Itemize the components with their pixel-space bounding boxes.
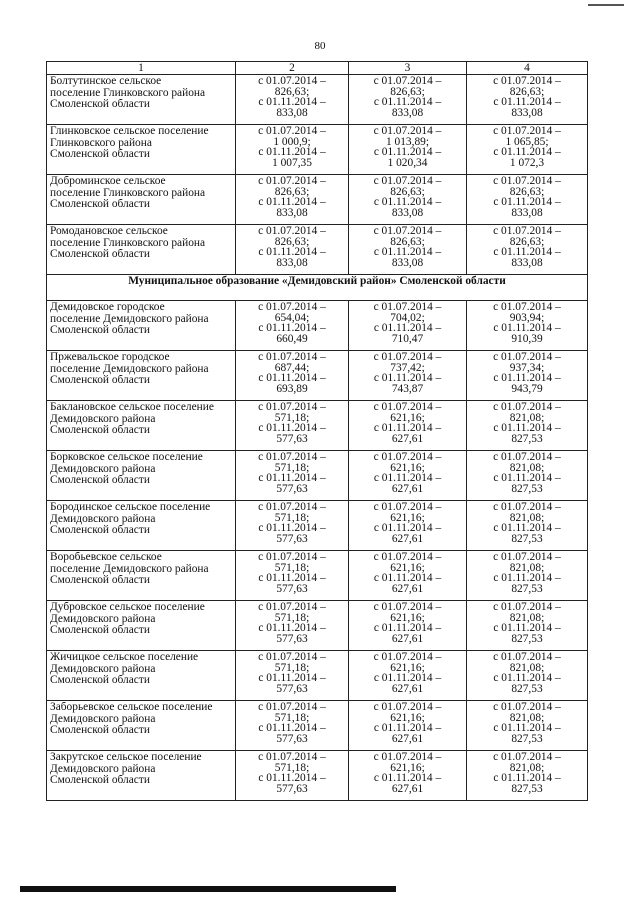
cell-line: 833,08 <box>276 107 308 118</box>
tariff-cell-c2 <box>236 601 349 651</box>
cell-line: 627,61 <box>391 783 424 794</box>
table-row <box>47 501 588 551</box>
cell-line: Смоленской области <box>50 725 150 736</box>
cell-line: с 01.07.2014 – <box>493 502 561 513</box>
cell-line: 833,08 <box>391 257 424 268</box>
cell-line: Смоленской области <box>50 199 150 210</box>
tariff-table <box>46 61 588 801</box>
cell-line: 571,18; <box>274 562 310 573</box>
cell-line: с 01.11.2014 – <box>373 373 442 384</box>
cell-line: Дубровское сельское поселение <box>50 602 205 613</box>
cell-line: Демидовского района <box>50 713 156 725</box>
tariff-cell-c2 <box>236 351 349 401</box>
cell-line: Жичицкое сельское поселение <box>50 652 199 663</box>
cell-line: с 01.07.2014 – <box>493 602 561 613</box>
settlement-name-cell <box>47 301 236 351</box>
cell-line: 826,63; <box>274 186 310 197</box>
cell-line: 627,61 <box>391 633 424 644</box>
cell-line: 621,16; <box>390 562 425 573</box>
cell-line: с 01.07.2014 – <box>373 602 442 613</box>
cell-line: 571,18; <box>274 512 310 523</box>
cell-line: Смоленской области <box>50 149 150 160</box>
table-row <box>47 451 588 501</box>
cell-line: Глинковское сельское поселение <box>50 126 209 137</box>
cell-line: с 01.11.2014 – <box>373 247 442 258</box>
cell-line: с 01.07.2014 – <box>493 126 561 137</box>
cell-line: 571,18; <box>274 462 310 473</box>
cell-line: с 01.11.2014 – <box>258 623 326 634</box>
tariff-cell-c4 <box>467 451 588 501</box>
cell-line: с 01.07.2014 – <box>373 752 442 763</box>
tariff-cell-c4 <box>467 551 588 601</box>
settlement-name-cell <box>47 501 236 551</box>
tariff-cell-c3 <box>349 751 467 801</box>
cell-line: 826,63; <box>390 236 425 247</box>
cell-line: с 01.11.2014 – <box>493 147 561 158</box>
tariff-cell-c2 <box>236 701 349 751</box>
cell-line: 577,63 <box>276 433 308 444</box>
cell-line: 943,79 <box>511 383 543 394</box>
cell-line: с 01.07.2014 – <box>493 452 561 463</box>
cell-line: Пржевальское городское <box>50 352 170 363</box>
tariff-cell-c4 <box>467 751 588 801</box>
table-row <box>47 75 588 125</box>
cell-line: 1 007,35 <box>272 157 312 168</box>
cell-line: Демидовского района <box>50 513 156 525</box>
cell-line: с 01.07.2014 – <box>373 176 442 187</box>
cell-line: поселение Демидовского района <box>50 313 209 325</box>
cell-line: 937,34; <box>509 362 545 373</box>
cell-line: 827,53 <box>511 433 543 444</box>
cell-line: с 01.11.2014 – <box>373 97 442 108</box>
cell-line: Глинковского района <box>50 137 152 149</box>
page-number: 80 <box>314 40 326 52</box>
cell-line: 627,61 <box>391 533 424 544</box>
cell-line: 687,44; <box>274 362 310 373</box>
cell-line: с 01.07.2014 – <box>373 126 442 137</box>
cell-line: с 01.07.2014 – <box>493 176 561 187</box>
cell-line: с 01.11.2014 – <box>258 247 326 258</box>
tariff-cell-c3 <box>349 125 467 175</box>
cell-line: с 01.07.2014 – <box>258 352 326 363</box>
cell-line: с 01.07.2014 – <box>373 76 442 87</box>
cell-line: 903,94; <box>509 312 545 323</box>
cell-line: с 01.07.2014 – <box>258 652 326 663</box>
tariff-cell-c4 <box>467 601 588 651</box>
cell-line: с 01.11.2014 – <box>258 773 326 784</box>
cell-line: с 01.07.2014 – <box>493 552 561 563</box>
cell-line: с 01.07.2014 – <box>373 302 442 313</box>
cell-line: Ромодановское сельское <box>50 226 168 237</box>
cell-line: 827,53 <box>511 733 543 744</box>
cell-line: 827,53 <box>511 483 543 494</box>
tariff-cell-c4 <box>467 351 588 401</box>
tariff-cell-c2 <box>236 125 349 175</box>
cell-line: с 01.11.2014 – <box>373 623 442 634</box>
cell-line: с 01.07.2014 – <box>373 502 442 513</box>
cell-line: с 01.07.2014 – <box>493 652 561 663</box>
tariff-cell-c4 <box>467 301 588 351</box>
cell-line: Смоленской области <box>50 425 150 436</box>
cell-line: 826,63; <box>390 86 425 97</box>
cell-line: 577,63 <box>276 583 308 594</box>
cell-line: Демидовское городское <box>50 302 165 313</box>
settlement-name-cell <box>47 175 236 225</box>
table-row <box>47 751 588 801</box>
table-row <box>47 701 588 751</box>
tariff-cell-c4 <box>467 75 588 125</box>
tariff-cell-c2 <box>236 651 349 701</box>
settlement-name-cell <box>47 451 236 501</box>
cell-line: Смоленской области <box>50 575 150 586</box>
cell-line: 577,63 <box>276 733 308 744</box>
settlement-name-cell <box>47 351 236 401</box>
cell-line: 693,89 <box>276 383 308 394</box>
cell-line: 1 000,9; <box>273 136 311 147</box>
settlement-name-cell <box>47 701 236 751</box>
cell-line: с 01.11.2014 – <box>493 723 561 734</box>
cell-line: с 01.07.2014 – <box>493 752 561 763</box>
tariff-cell-c2 <box>236 75 349 125</box>
cell-line: 627,61 <box>391 683 424 694</box>
cell-line: с 01.07.2014 – <box>373 226 442 237</box>
cell-line: 821,08; <box>509 612 545 623</box>
cell-line: 1 072,3 <box>509 157 545 168</box>
cell-line: 571,18; <box>274 712 310 723</box>
cell-line: Баклановское сельское поселение <box>50 402 214 413</box>
cell-line: с 01.11.2014 – <box>373 723 442 734</box>
cell-line: 833,08 <box>391 107 424 118</box>
cell-line: 1 013,89; <box>385 136 430 147</box>
table-row <box>47 301 588 351</box>
cell-line: с 01.11.2014 – <box>493 373 561 384</box>
cell-line: с 01.11.2014 – <box>373 673 442 684</box>
cell-line: 821,08; <box>509 412 545 423</box>
cell-line: 577,63 <box>276 633 308 644</box>
tariff-cell-c4 <box>467 225 588 275</box>
cell-line: 621,16; <box>390 512 425 523</box>
cell-line: Демидовского района <box>50 763 156 775</box>
section-header-row <box>47 275 588 301</box>
cell-line: 833,08 <box>276 207 308 218</box>
table-row <box>47 125 588 175</box>
column-header-2: 2 <box>236 62 349 75</box>
table-row <box>47 351 588 401</box>
tariff-cell-c3 <box>349 175 467 225</box>
cell-line: 827,53 <box>511 783 543 794</box>
cell-line: 821,08; <box>509 562 545 573</box>
cell-line: 621,16; <box>390 462 425 473</box>
tariff-cell-c3 <box>349 651 467 701</box>
tariff-cell-c3 <box>349 501 467 551</box>
cell-line: с 01.11.2014 – <box>373 773 442 784</box>
cell-line: с 01.11.2014 – <box>258 523 326 534</box>
cell-line: с 01.07.2014 – <box>493 226 561 237</box>
tariff-cell-c4 <box>467 651 588 701</box>
cell-line: поселение Глинковского района <box>50 187 206 199</box>
column-header-1: 1 <box>47 62 236 75</box>
cell-line: 833,08 <box>391 207 424 218</box>
cell-line: 571,18; <box>274 662 310 673</box>
cell-line: 821,08; <box>509 662 545 673</box>
cell-line: с 01.07.2014 – <box>258 502 326 513</box>
cell-line: 827,53 <box>511 533 543 544</box>
tariff-cell-c4 <box>467 501 588 551</box>
cell-line: Смоленской области <box>50 99 150 110</box>
settlement-name-cell <box>47 401 236 451</box>
cell-line: 826,63; <box>509 236 545 247</box>
cell-line: с 01.07.2014 – <box>373 452 442 463</box>
cell-line: с 01.07.2014 – <box>493 76 561 87</box>
cell-line: Болтутинское сельское <box>50 76 162 87</box>
cell-line: Доброминское сельское <box>50 176 166 187</box>
tariff-cell-c2 <box>236 551 349 601</box>
cell-line: с 01.11.2014 – <box>493 323 561 334</box>
cell-line: 621,16; <box>390 662 425 673</box>
cell-line: с 01.11.2014 – <box>373 197 442 208</box>
cell-line: 704,02; <box>390 312 425 323</box>
cell-line: 627,61 <box>391 483 424 494</box>
cell-line: поселение Глинковского района <box>50 237 206 249</box>
cell-line: с 01.11.2014 – <box>258 197 326 208</box>
cell-line: 821,08; <box>509 762 545 773</box>
cell-line: 821,08; <box>509 462 545 473</box>
cell-line: с 01.07.2014 – <box>258 702 326 713</box>
cell-line: 571,18; <box>274 762 310 773</box>
cell-line: с 01.11.2014 – <box>373 523 442 534</box>
cell-line: с 01.07.2014 – <box>258 452 326 463</box>
tariff-cell-c4 <box>467 175 588 225</box>
cell-line: с 01.07.2014 – <box>258 126 326 137</box>
cell-line: 577,63 <box>276 783 308 794</box>
tariff-cell-c4 <box>467 125 588 175</box>
cell-line: с 01.07.2014 – <box>493 402 561 413</box>
cell-line: с 01.07.2014 – <box>373 702 442 713</box>
cell-line: с 01.11.2014 – <box>493 197 561 208</box>
settlement-name-cell <box>47 651 236 701</box>
tariff-cell-c2 <box>236 501 349 551</box>
cell-line: с 01.07.2014 – <box>258 552 326 563</box>
cell-line: 1 065,85; <box>505 136 549 147</box>
cell-line: Демидовского района <box>50 463 156 475</box>
table-row <box>47 651 588 701</box>
table-row <box>47 401 588 451</box>
tariff-cell-c3 <box>349 451 467 501</box>
cell-line: с 01.07.2014 – <box>258 176 326 187</box>
cell-line: 821,08; <box>509 512 545 523</box>
tariff-cell-c4 <box>467 701 588 751</box>
cell-line: 821,08; <box>509 712 545 723</box>
cell-line: с 01.11.2014 – <box>258 97 326 108</box>
cell-line: Смоленской области <box>50 325 150 336</box>
column-header-3: 3 <box>349 62 467 75</box>
cell-line: Бородинское сельское поселение <box>50 502 211 513</box>
tariff-cell-c3 <box>349 601 467 651</box>
tariff-cell-c3 <box>349 301 467 351</box>
cell-line: с 01.11.2014 – <box>373 573 442 584</box>
cell-line: Смоленской области <box>50 475 150 486</box>
cell-line: с 01.07.2014 – <box>373 552 442 563</box>
cell-line: Смоленской области <box>50 525 150 536</box>
cell-line: поселение Демидовского района <box>50 563 209 575</box>
cell-line: Демидовского района <box>50 663 156 675</box>
cell-line: 577,63 <box>276 533 308 544</box>
cell-line: 826,63; <box>509 86 545 97</box>
cell-line: с 01.11.2014 – <box>493 623 561 634</box>
cell-line: с 01.11.2014 – <box>373 473 442 484</box>
cell-line: с 01.11.2014 – <box>258 473 326 484</box>
tariff-cell-c3 <box>349 551 467 601</box>
cell-line: с 01.07.2014 – <box>493 702 561 713</box>
column-number-row <box>47 62 588 75</box>
tariff-cell-c2 <box>236 751 349 801</box>
tariff-cell-c2 <box>236 451 349 501</box>
cell-line: с 01.11.2014 – <box>493 523 561 534</box>
tariff-cell-c3 <box>349 75 467 125</box>
table-body <box>47 75 588 801</box>
cell-line: с 01.11.2014 – <box>493 573 561 584</box>
cell-line: с 01.07.2014 – <box>493 352 561 363</box>
cell-line: Смоленской области <box>50 775 150 786</box>
cell-line: Борковское сельское поселение <box>50 452 203 463</box>
tariff-cell-c2 <box>236 301 349 351</box>
cell-line: 827,53 <box>511 583 543 594</box>
settlement-name-cell <box>47 225 236 275</box>
cell-line: 833,08 <box>276 257 308 268</box>
cell-line: 827,53 <box>511 633 543 644</box>
cell-line: с 01.07.2014 – <box>258 226 326 237</box>
cell-line: с 01.07.2014 – <box>258 76 326 87</box>
cell-line: 833,08 <box>511 207 543 218</box>
cell-line: с 01.11.2014 – <box>493 473 561 484</box>
cell-line: поселение Глинковского района <box>50 87 206 99</box>
cell-line: Демидовского района <box>50 613 156 625</box>
settlement-name-cell <box>47 75 236 125</box>
settlement-name-cell <box>47 551 236 601</box>
cell-line: 577,63 <box>276 683 308 694</box>
table-row <box>47 601 588 651</box>
cell-line: 1 020,34 <box>387 157 428 168</box>
cell-line: с 01.07.2014 – <box>258 752 326 763</box>
table-row <box>47 551 588 601</box>
tariff-cell-c2 <box>236 225 349 275</box>
cell-line: Смоленской области <box>50 675 150 686</box>
cell-line: с 01.11.2014 – <box>493 97 561 108</box>
cell-line: Демидовского района <box>50 413 156 425</box>
cell-line: с 01.11.2014 – <box>258 723 326 734</box>
cell-line: с 01.07.2014 – <box>373 652 442 663</box>
cell-line: с 01.11.2014 – <box>258 423 326 434</box>
cell-line: с 01.11.2014 – <box>258 323 326 334</box>
cell-line: 826,63; <box>509 186 545 197</box>
cell-line: Заборьевское сельское поселение <box>50 702 213 713</box>
cell-line: 621,16; <box>390 412 425 423</box>
tariff-cell-c2 <box>236 175 349 225</box>
table-row <box>47 225 588 275</box>
cell-line: с 01.07.2014 – <box>258 302 326 313</box>
cell-line: 710,47 <box>391 333 424 344</box>
cell-line: 571,18; <box>274 412 310 423</box>
cell-line: Смоленской области <box>50 249 150 260</box>
cell-line: 826,63; <box>274 236 310 247</box>
cell-line: 627,61 <box>391 733 424 744</box>
cell-line: 577,63 <box>276 483 308 494</box>
cell-line: с 01.11.2014 – <box>258 147 326 158</box>
tariff-cell-c3 <box>349 351 467 401</box>
bottom-bar <box>20 886 396 892</box>
cell-line: 826,63; <box>274 86 310 97</box>
cell-line: Смоленской области <box>50 625 150 636</box>
cell-line: с 01.11.2014 – <box>493 247 561 258</box>
cell-line: с 01.11.2014 – <box>373 323 442 334</box>
cell-line: с 01.11.2014 – <box>258 573 326 584</box>
cell-line: 621,16; <box>390 612 425 623</box>
cell-line: с 01.07.2014 – <box>258 602 326 613</box>
cell-line: 827,53 <box>511 683 543 694</box>
tariff-cell-c3 <box>349 401 467 451</box>
cell-line: с 01.11.2014 – <box>493 773 561 784</box>
settlement-name-cell <box>47 751 236 801</box>
cell-line: с 01.07.2014 – <box>373 402 442 413</box>
cell-line: 737,42; <box>390 362 425 373</box>
cell-line: Смоленской области <box>50 375 150 386</box>
cell-line: с 01.11.2014 – <box>493 673 561 684</box>
cell-line: с 01.07.2014 – <box>493 302 561 313</box>
column-header-4: 4 <box>467 62 588 75</box>
cell-line: 743,87 <box>391 383 424 394</box>
cell-line: с 01.11.2014 – <box>373 423 442 434</box>
settlement-name-cell <box>47 125 236 175</box>
tariff-cell-c3 <box>349 701 467 751</box>
cell-line: 833,08 <box>511 257 543 268</box>
section-title: Муниципальное образование «Демидовский район» Смоленской области <box>47 275 588 301</box>
cell-line: поселение Демидовского района <box>50 363 209 375</box>
cell-line: 621,16; <box>390 762 425 773</box>
table-row <box>47 175 588 225</box>
cell-line: 826,63; <box>390 186 425 197</box>
cell-line: 654,04; <box>274 312 310 323</box>
cell-line: 833,08 <box>511 107 543 118</box>
top-rule <box>588 4 624 6</box>
settlement-name-cell <box>47 601 236 651</box>
cell-line: 627,61 <box>391 433 424 444</box>
tariff-cell-c3 <box>349 225 467 275</box>
tariff-cell-c2 <box>236 401 349 451</box>
cell-line: с 01.11.2014 – <box>373 147 442 158</box>
cell-line: с 01.11.2014 – <box>258 373 326 384</box>
cell-line: с 01.11.2014 – <box>493 423 561 434</box>
cell-line: с 01.07.2014 – <box>258 402 326 413</box>
cell-line: 910,39 <box>511 333 543 344</box>
cell-line: 627,61 <box>391 583 424 594</box>
cell-line: с 01.07.2014 – <box>373 352 442 363</box>
cell-line: 660,49 <box>276 333 308 344</box>
cell-line: с 01.11.2014 – <box>258 673 326 684</box>
tariff-cell-c4 <box>467 401 588 451</box>
cell-line: 621,16; <box>390 712 425 723</box>
cell-line: Закрутское сельское поселение <box>50 752 202 763</box>
cell-line: 571,18; <box>274 612 310 623</box>
cell-line: Воробьевское сельское <box>50 552 162 563</box>
